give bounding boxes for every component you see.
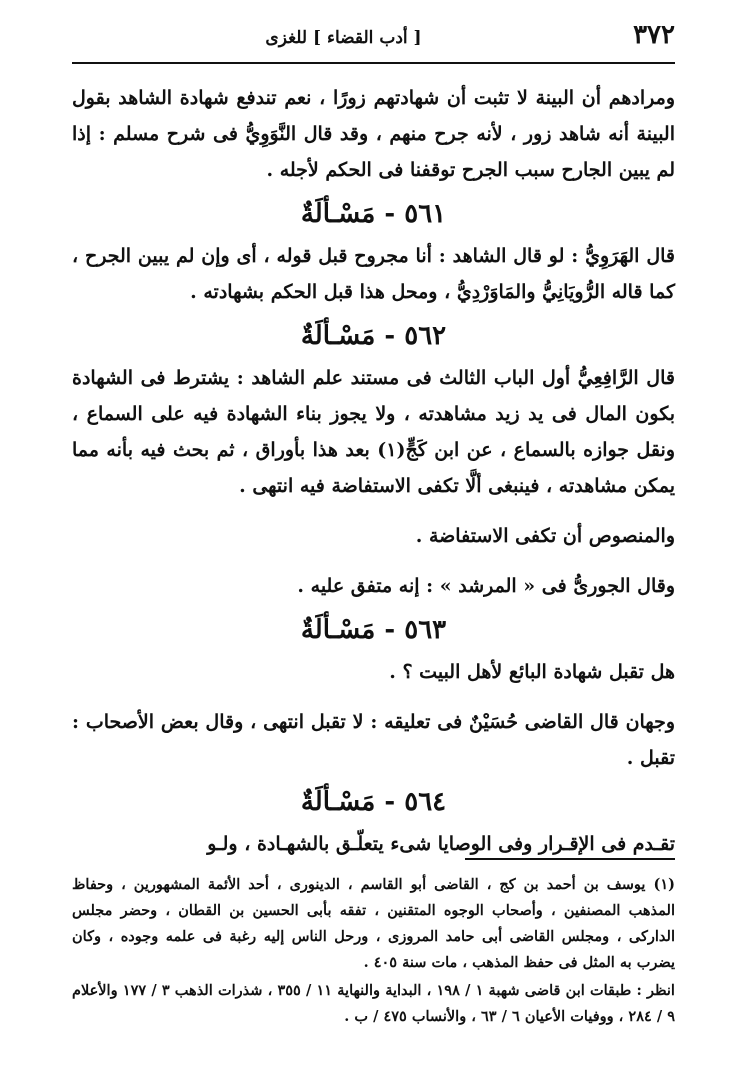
paragraph-564: تقـدم فى الإقـرار وفى الوصايا شىء يتعلّـق بالشهـادة ، ولـو xyxy=(207,833,675,855)
spacer xyxy=(72,690,675,704)
issue-heading-562: ٥٦٢ - مَسْـألَةٌ xyxy=(300,321,447,351)
paragraph-562-a: قال الرَّافِعِيُّ أول الباب الثالث فى مستند علم الشاهد : يشترط فى الشهادة بكون المال فى يد زيد مشاهدته ، ولا يجوز بناء الشهادة فيه على السماع ، ونقل جوازه بالسماع ، عن ابن كَجٍّ(١) بعد هذا بأوراق ، ثم بحث فيه بأنه مما يمكن مشاهدته ، فينبغى ألَّا تكفى الاستفاضة فيه انتهى . xyxy=(72,367,676,497)
issue-heading-563: ٥٦٣ - مَسْـألَةٌ xyxy=(300,615,447,645)
paragraph-561: قال الهَرَوِيُّ : لو قال الشاهد : أنا مجروح قبل قوله ، أى وإن لم يبين الجرح ، كما قاله الرُّويَانِيُّ والمَاوَرْدِيُّ ، ومحل هذا قبل الحكم بشهادته . xyxy=(72,245,675,303)
footnote-1: (١) يوسف بن أحمد بن كج ، القاضى أبو القاسم ، الدينورى ، أحد الأئمة المشهورين ، وحفاظ المذهب المصنفين ، وأصحاب الوجوه المتقنين ، تفقه بأبى الحسين بن القطان ، وحضر مجلس الداركى ، ومجلس القاضى أبى حامد المروزى ، ورحل الناس إليه رغبة فى علمه وجوده ، وكان يضرب به المثل فى حفظ المذهب ، مات سنة ٤٠٥ . xyxy=(72,876,675,971)
paragraph-intro: ومرادهم أن البينة لا تثبت أن شهادتهم زورًا ، نعم تندفع شهادة الشاهد بقول البينة أنه شاهد زور ، لأنه جرح منهم ، وقد قال النَّوَوِيُّ فى شرح مسلم : إذا لم يبين الجارح سبب الجرح توقفنا فى الحكم لأجله . xyxy=(72,87,675,181)
issue-heading-561: ٥٦١ - مَسْـألَةٌ xyxy=(300,199,447,229)
footnote-references: انظر : طبقات ابن قاضى شهبة ١ / ١٩٨ ، البداية والنهاية ١١ / ٣٥٥ ، شذرات الذهب ٣ / ١٧٧ والأعلام ٩ / ٢٨٤ ، ووفيات الأعيان ٦ / ٦٣ ، والأنساب ٤٧٥ / ب . xyxy=(72,982,675,1025)
issue-heading-564: ٥٦٤ - مَسْـألَةٌ xyxy=(300,787,447,817)
paragraph-562-c: وقال الجورىُّ فى « المرشد » : إنه متفق عليه . xyxy=(297,575,675,597)
paragraph-562-b: والمنصوص أن تكفى الاستفاضة . xyxy=(415,525,675,547)
spacer xyxy=(72,504,675,518)
footnotes xyxy=(72,872,675,1030)
page-header xyxy=(72,18,675,58)
running-title: [ أدب القضاء ] للغزى xyxy=(265,28,422,48)
footnote-rule xyxy=(465,858,675,860)
header-rule xyxy=(72,62,675,64)
paragraph-563-a: هل تقبل شهادة البائع لأهل البيت ؟ . xyxy=(389,661,675,683)
page-number: ٣٧٢ xyxy=(633,20,675,50)
paragraph-563-b: وجهان قال القاضى حُسَيْنٌ فى تعليقه : لا تقبل انتهى ، وقال بعض الأصحاب : تقبل . xyxy=(72,711,675,769)
main-text xyxy=(72,80,675,862)
spacer xyxy=(72,554,675,568)
